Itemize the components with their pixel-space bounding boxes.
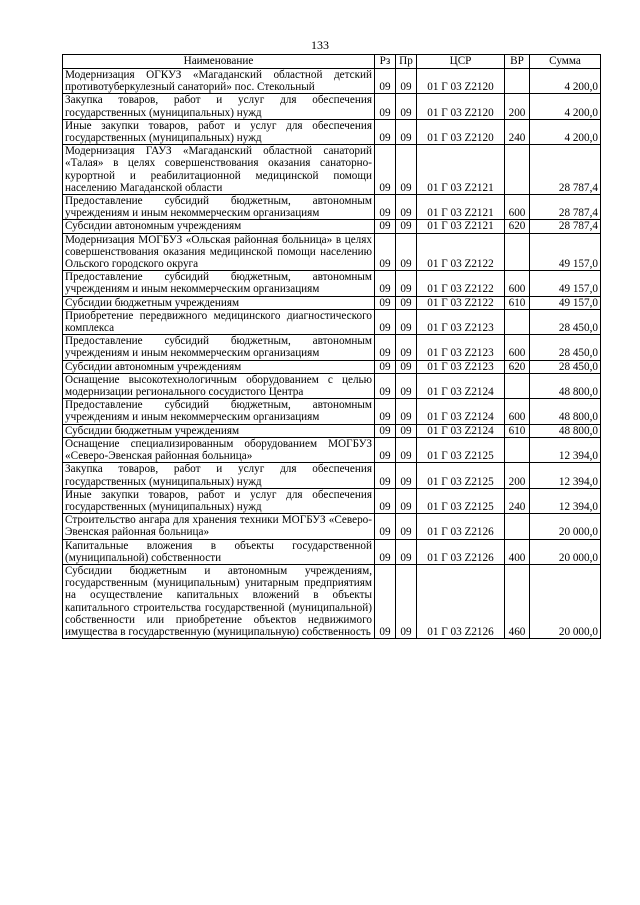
row-sum: 28 450,0 xyxy=(530,309,601,334)
row-name: Субсидии автономным учреждениям xyxy=(63,220,375,233)
table-row xyxy=(63,296,601,309)
row-rz: 09 xyxy=(375,94,396,119)
row-csr: 01 Г 03 Z2126 xyxy=(417,539,505,564)
row-name: Модернизация МОГБУЗ «Ольская районная больница» в целях совершенствования оказания медицинской помощи населению Ольского городского округа xyxy=(63,233,375,271)
table-row xyxy=(63,437,601,462)
row-name: Оснащение высокотехнологичным оборудованием с целью модернизации регионального сосудистого Центра xyxy=(63,373,375,398)
row-rz: 09 xyxy=(375,195,396,220)
row-vr: 240 xyxy=(505,488,530,513)
table-row xyxy=(63,145,601,195)
row-csr: 01 Г 03 Z2123 xyxy=(417,335,505,360)
row-name: Оснащение специализированным оборудованием МОГБУЗ «Северо-Эвенская районная больница» xyxy=(63,437,375,462)
row-name: Субсидии бюджетным учреждениям xyxy=(63,424,375,437)
row-vr xyxy=(505,233,530,271)
row-vr: 600 xyxy=(505,335,530,360)
row-name: Субсидии бюджетным учреждениям xyxy=(63,296,375,309)
table-row xyxy=(63,539,601,564)
row-csr: 01 Г 03 Z2124 xyxy=(417,424,505,437)
row-rz: 09 xyxy=(375,119,396,144)
row-sum: 12 394,0 xyxy=(530,437,601,462)
table-row xyxy=(63,271,601,296)
row-csr: 01 Г 03 Z2122 xyxy=(417,271,505,296)
row-vr xyxy=(505,514,530,539)
row-name: Закупка товаров, работ и услуг для обеспечения государственных (муниципальных) нужд xyxy=(63,463,375,488)
row-name: Субсидии автономным учреждениям xyxy=(63,360,375,373)
row-sum: 20 000,0 xyxy=(530,564,601,638)
row-csr: 01 Г 03 Z2120 xyxy=(417,94,505,119)
table-row xyxy=(63,195,601,220)
row-vr xyxy=(505,373,530,398)
row-pr: 09 xyxy=(396,463,417,488)
table-row xyxy=(63,233,601,271)
row-vr: 610 xyxy=(505,296,530,309)
table-row xyxy=(63,463,601,488)
row-pr: 09 xyxy=(396,488,417,513)
row-rz: 09 xyxy=(375,335,396,360)
row-sum: 48 800,0 xyxy=(530,373,601,398)
row-vr: 200 xyxy=(505,94,530,119)
row-sum: 4 200,0 xyxy=(530,119,601,144)
row-sum: 48 800,0 xyxy=(530,399,601,424)
row-csr: 01 Г 03 Z2125 xyxy=(417,463,505,488)
row-sum: 12 394,0 xyxy=(530,463,601,488)
row-csr: 01 Г 03 Z2126 xyxy=(417,514,505,539)
row-name: Предоставление субсидий бюджетным, автономным учреждениям и иным некоммерческим организациям xyxy=(63,335,375,360)
header-pr: Пр xyxy=(396,55,417,69)
row-sum: 28 450,0 xyxy=(530,335,601,360)
table-row xyxy=(63,309,601,334)
row-rz: 09 xyxy=(375,145,396,195)
table-row xyxy=(63,373,601,398)
table-row xyxy=(63,514,601,539)
row-vr: 240 xyxy=(505,119,530,144)
table-row xyxy=(63,360,601,373)
row-name: Иные закупки товаров, работ и услуг для обеспечения государственных (муниципальных) нужд xyxy=(63,488,375,513)
table-row xyxy=(63,424,601,437)
row-csr: 01 Г 03 Z2120 xyxy=(417,119,505,144)
row-rz: 09 xyxy=(375,564,396,638)
row-rz: 09 xyxy=(375,437,396,462)
row-csr: 01 Г 03 Z2120 xyxy=(417,69,505,94)
row-pr: 09 xyxy=(396,514,417,539)
row-sum: 48 800,0 xyxy=(530,424,601,437)
row-sum: 12 394,0 xyxy=(530,488,601,513)
table-row xyxy=(63,220,601,233)
row-name: Предоставление субсидий бюджетным, автономным учреждениям и иным некоммерческим организациям xyxy=(63,271,375,296)
row-csr: 01 Г 03 Z2124 xyxy=(417,399,505,424)
row-vr: 600 xyxy=(505,271,530,296)
row-rz: 09 xyxy=(375,539,396,564)
row-pr: 09 xyxy=(396,539,417,564)
row-pr: 09 xyxy=(396,437,417,462)
row-rz: 09 xyxy=(375,233,396,271)
row-rz: 09 xyxy=(375,488,396,513)
row-vr: 620 xyxy=(505,360,530,373)
row-sum: 20 000,0 xyxy=(530,539,601,564)
row-name: Иные закупки товаров, работ и услуг для обеспечения государственных (муниципальных) нужд xyxy=(63,119,375,144)
row-csr: 01 Г 03 Z2125 xyxy=(417,488,505,513)
table-row xyxy=(63,399,601,424)
header-name: Наименование xyxy=(63,55,375,69)
row-vr: 460 xyxy=(505,564,530,638)
table-row xyxy=(63,564,601,638)
row-pr: 09 xyxy=(396,271,417,296)
row-vr xyxy=(505,437,530,462)
row-csr: 01 Г 03 Z2126 xyxy=(417,564,505,638)
row-name: Закупка товаров, работ и услуг для обеспечения государственных (муниципальных) нужд xyxy=(63,94,375,119)
row-csr: 01 Г 03 Z2123 xyxy=(417,360,505,373)
row-rz: 09 xyxy=(375,463,396,488)
row-rz: 09 xyxy=(375,424,396,437)
row-name: Приобретение передвижного медицинского диагностического комплекса xyxy=(63,309,375,334)
row-sum: 49 157,0 xyxy=(530,233,601,271)
row-pr: 09 xyxy=(396,360,417,373)
header-sum: Сумма xyxy=(530,55,601,69)
row-pr: 09 xyxy=(396,424,417,437)
table-row xyxy=(63,94,601,119)
header-rz: Рз xyxy=(375,55,396,69)
row-pr: 09 xyxy=(396,309,417,334)
row-name: Предоставление субсидий бюджетным, автономным учреждениям и иным некоммерческим организациям xyxy=(63,195,375,220)
row-vr xyxy=(505,69,530,94)
row-rz: 09 xyxy=(375,296,396,309)
row-name: Субсидии бюджетным и автономным учреждениям, государственным (муниципальным) унитарным предприятиям на осуществление капитальных вложений в объекты капитального строительства государственной (муниципальной) собственности или приобретение объектов недвижимого имущества в государственную (муниципальную) собственность xyxy=(63,564,375,638)
row-csr: 01 Г 03 Z2122 xyxy=(417,296,505,309)
row-rz: 09 xyxy=(375,399,396,424)
table-body xyxy=(63,69,601,639)
row-vr: 200 xyxy=(505,463,530,488)
row-csr: 01 Г 03 Z2125 xyxy=(417,437,505,462)
row-rz: 09 xyxy=(375,271,396,296)
row-rz: 09 xyxy=(375,69,396,94)
table-row xyxy=(63,69,601,94)
row-pr: 09 xyxy=(396,296,417,309)
header-row xyxy=(63,55,601,69)
row-pr: 09 xyxy=(396,69,417,94)
row-pr: 09 xyxy=(396,220,417,233)
row-vr xyxy=(505,145,530,195)
row-pr: 09 xyxy=(396,145,417,195)
row-csr: 01 Г 03 Z2123 xyxy=(417,309,505,334)
table-row xyxy=(63,488,601,513)
table-row xyxy=(63,335,601,360)
row-name: Капитальные вложения в объекты государственной (муниципальной) собственности xyxy=(63,539,375,564)
row-csr: 01 Г 03 Z2124 xyxy=(417,373,505,398)
row-rz: 09 xyxy=(375,373,396,398)
row-pr: 09 xyxy=(396,564,417,638)
row-pr: 09 xyxy=(396,195,417,220)
budget-table xyxy=(62,54,601,639)
row-name: Предоставление субсидий бюджетным, автономным учреждениям и иным некоммерческим организациям xyxy=(63,399,375,424)
row-sum: 4 200,0 xyxy=(530,94,601,119)
row-sum: 20 000,0 xyxy=(530,514,601,539)
row-vr: 610 xyxy=(505,424,530,437)
row-sum: 28 787,4 xyxy=(530,195,601,220)
row-name: Модернизация ГАУЗ «Магаданский областной санаторий «Талая» в целях совершенствования оказания санаторно-курортной и реабилитационной медицинской помощи населению Магаданской области xyxy=(63,145,375,195)
row-vr: 600 xyxy=(505,195,530,220)
row-sum: 28 450,0 xyxy=(530,360,601,373)
row-pr: 09 xyxy=(396,335,417,360)
row-csr: 01 Г 03 Z2121 xyxy=(417,145,505,195)
row-csr: 01 Г 03 Z2121 xyxy=(417,195,505,220)
row-sum: 49 157,0 xyxy=(530,296,601,309)
page-number: 133 xyxy=(311,38,329,52)
row-rz: 09 xyxy=(375,309,396,334)
row-rz: 09 xyxy=(375,360,396,373)
row-sum: 49 157,0 xyxy=(530,271,601,296)
row-csr: 01 Г 03 Z2122 xyxy=(417,233,505,271)
row-pr: 09 xyxy=(396,233,417,271)
row-vr: 400 xyxy=(505,539,530,564)
row-vr: 600 xyxy=(505,399,530,424)
header-csr: ЦСР xyxy=(417,55,505,69)
row-sum: 4 200,0 xyxy=(530,69,601,94)
row-rz: 09 xyxy=(375,220,396,233)
row-pr: 09 xyxy=(396,373,417,398)
row-rz: 09 xyxy=(375,514,396,539)
row-pr: 09 xyxy=(396,119,417,144)
row-pr: 09 xyxy=(396,94,417,119)
row-name: Строительство ангара для хранения техники МОГБУЗ «Северо-Эвенская районная больница» xyxy=(63,514,375,539)
row-vr: 620 xyxy=(505,220,530,233)
row-sum: 28 787,4 xyxy=(530,145,601,195)
row-sum: 28 787,4 xyxy=(530,220,601,233)
row-name: Модернизация ОГКУЗ «Магаданский областной детский противотуберкулезный санаторий» пос. Стекольный xyxy=(63,69,375,94)
header-vr: ВР xyxy=(505,55,530,69)
row-vr xyxy=(505,309,530,334)
row-csr: 01 Г 03 Z2121 xyxy=(417,220,505,233)
table-header xyxy=(63,55,601,69)
row-pr: 09 xyxy=(396,399,417,424)
table-row xyxy=(63,119,601,144)
